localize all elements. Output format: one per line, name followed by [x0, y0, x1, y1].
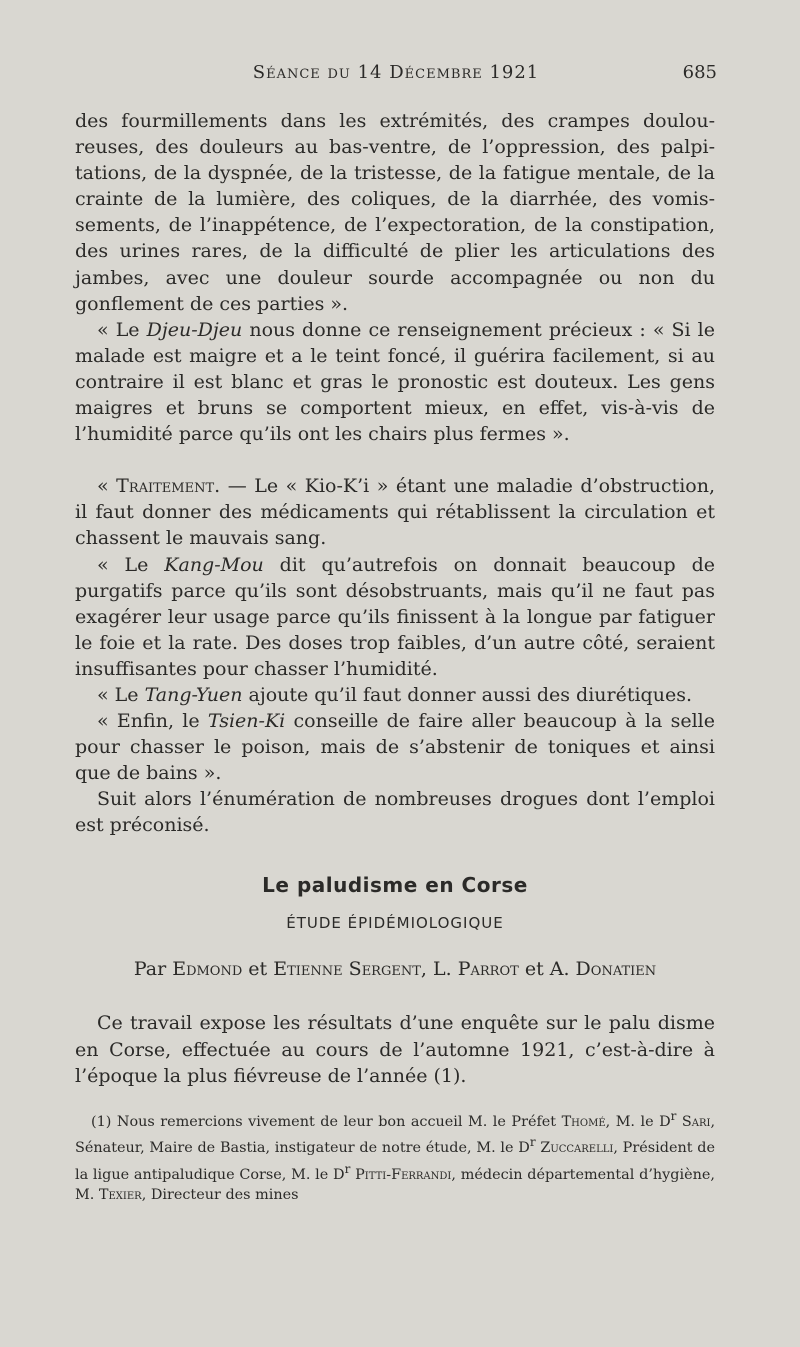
text-run: et	[518, 958, 550, 980]
main-text	[75, 108, 715, 839]
source-title: Tang-Yuen	[144, 683, 243, 706]
text-run: « Le	[97, 553, 165, 576]
text-run: « Le	[97, 318, 147, 341]
superscript: r	[529, 1135, 536, 1150]
superscript: r	[670, 1109, 677, 1123]
paragraph-drugs: Suit alors l’énumération de nombreuses drogues dont l’emploi est préconisé.	[75, 788, 715, 837]
section-heading: Traitement.	[116, 475, 221, 498]
source-title: Kang-Mou	[164, 553, 264, 576]
intro-paragraph: Ce travail expose les résultats d’une enquête sur le palu disme en Corse, effectuée au cours de l’automne 1921, c’est-à-dire à l’époque la plus fiévreuse de l’année (1).	[75, 1012, 715, 1087]
running-title: Séance du 14 Décembre 1921	[252, 62, 540, 83]
text-run: «	[97, 475, 117, 498]
article-intro	[75, 1010, 715, 1090]
text-run: (1) Nous remercions vivement de leur bon accueil M. le Préfet	[91, 1113, 562, 1130]
person-name: Pitti-Ferrandi	[355, 1166, 452, 1183]
article-title: Le paludisme en Corse	[262, 873, 528, 897]
running-header	[75, 62, 717, 90]
text-run: Par	[133, 958, 173, 980]
source-title: Tsien-Ki	[207, 710, 286, 733]
paragraph-kang-mou	[75, 552, 715, 682]
paragraph-djeu-djeu	[75, 317, 715, 447]
text-run: ,	[420, 958, 433, 980]
text-run: et	[242, 958, 274, 980]
paragraph-tsien-ki	[75, 708, 715, 786]
person-name: Zuccarelli	[540, 1140, 614, 1157]
text-run: , Directeur des mines	[141, 1186, 299, 1203]
author-name: L. Parrot	[433, 958, 519, 980]
author-name: Etienne Sergent	[273, 958, 421, 980]
superscript: r	[344, 1161, 351, 1176]
text-run: « Le	[97, 683, 145, 706]
text-run: nous donne ce renseignement précieux : « Si le malade est maigre et a le teint foncé, il guérira facilement, si au contraire il est blanc et gras le pronostic est douteux. Les gens maigres et bruns se comportent mieux, en effet, vis-à-vis de l’humidité parce qu’ils ont les chairs plus fermes ».	[75, 318, 715, 446]
text-run: « Enfin, le	[97, 710, 208, 733]
text-run: — Le « Kio-K’i » étant une maladie d’obstruction, il faut donner des médicaments qui rétablissent la circulation et chassent le mauvais sang.	[75, 475, 716, 550]
article-authors	[75, 958, 715, 980]
paragraph-symptoms: des fourmillements dans les extrémités, des crampes douloureuses, des douleurs au bas-ventre, de l’oppression, des palpitations, de la dyspnée, de la tristesse, de la fatigue mentale, de la crainte de la lumière, des coliques, de la diarrhée, des vomissements, de l’inappétence, de l’expectoration, de la constipation, des urines rares, de la difficulté de plier les articulations des jambes, avec une douleur sourde accompagnée ou non du gonflement de ces parties ».	[75, 110, 715, 315]
paragraph-traitement	[75, 473, 715, 551]
footnote-text	[75, 1106, 715, 1205]
paragraph-tang-yuen	[75, 682, 715, 708]
article-subtitle: ÉTUDE ÉPIDÉMIOLOGIQUE	[286, 914, 504, 932]
text-run: , Président de la ligue antipaludique Corse, M. le D	[75, 1140, 715, 1183]
text-run: conseille de faire aller beaucoup à la selle pour chasser le poison, mais de s’abstenir de toniques et ainsi que de bains ».	[75, 710, 715, 785]
text-run: dit qu’autrefois on donnait beaucoup de purgatifs parce qu’ils sont désobstruants, mais qu’il ne faut pas exagérer leur usage parce qu’ils finissent à la longue par fatiguer le foie et la rate. Des doses trop faibles, d’un autre côté, seraient insuffisantes pour chasser l’humidité.	[75, 553, 715, 680]
author-name: Edmond	[172, 958, 243, 980]
person-name: Thomé	[561, 1113, 606, 1130]
person-name: Texier	[98, 1186, 142, 1203]
text-run: , Sénateur, Maire de Bastia, instigateur de notre étude, M. le D	[75, 1113, 716, 1157]
text-run: , médecin départemental d’hygiène, M.	[75, 1166, 715, 1203]
source-title: Djeu-Djeu	[146, 318, 243, 341]
text-run: , M. le D	[605, 1113, 671, 1130]
page-number: 685	[682, 62, 717, 83]
footnote	[75, 1106, 715, 1205]
person-name: Sari	[681, 1113, 711, 1130]
text-run: ajoute qu’il faut donner aussi des diurétiques.	[242, 683, 692, 706]
author-name: A. Donatien	[549, 958, 657, 980]
